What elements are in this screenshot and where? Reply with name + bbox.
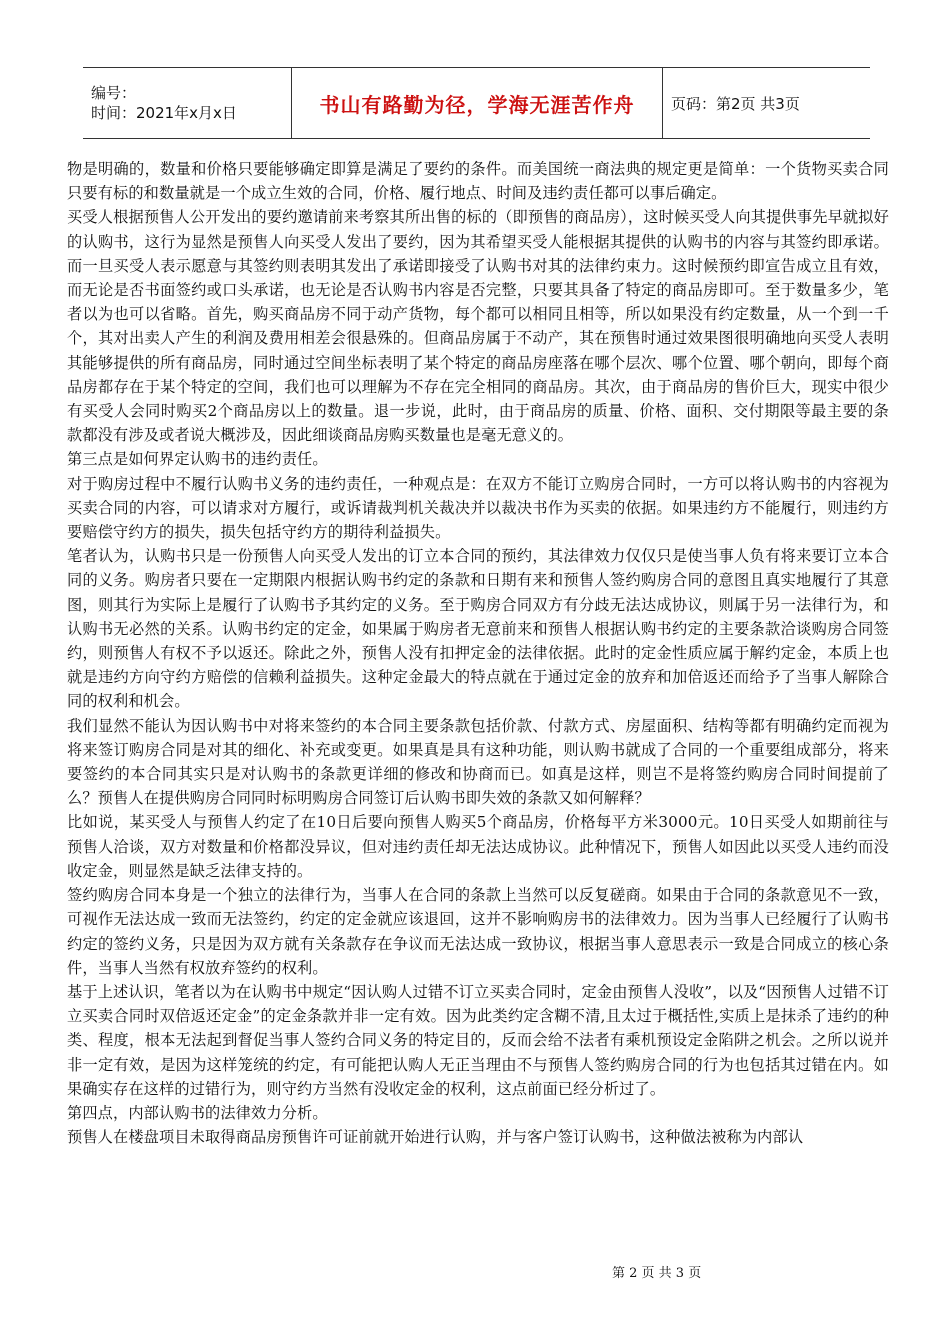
section-heading: 第三点是如何界定认购书的违约责任。 [67, 450, 328, 469]
document-number-label: 编号： [91, 84, 137, 102]
paragraph: 物是明确的，数量和价格只要能够确定即算是满足了要约的条件。而美国统一商法典的规定更是简单：一个货物买卖合同只要有标的和数量就是一个成立生效的合同，价格、履行地点、时间及违约责任都可以事后确定。 [67, 160, 889, 203]
header-motto-cell [292, 68, 663, 139]
document-header [83, 67, 870, 139]
page-footer: 第 2 页 共 3 页 [612, 1266, 702, 1281]
header-meta [83, 68, 292, 139]
paragraph: 签约购房合同本身是一个独立的法律行为，当事人在合同的条款上当然可以反复磋商。如果由于合同的条款意见不一致，可视作无法达成一致而无法签约，约定的定金就应该退回，这并不影响购房书的法律效力。因为当事人已经履行了认购书约定的签约义务，只是因为双方就有关条款存在争议而无法达成一致协议，根据当事人意思表示一致是合同成立的核心条件，当事人当然有权放弃签约的权利。 [67, 886, 889, 977]
paragraph: 笔者认为，认购书只是一份预售人向买受人发出的订立本合同的预约，其法律效力仅仅只是使当事人负有将来要订立本合同的义务。购房者只要在一定期限内根据认购书约定的条款和日期有来和预售人签约购房合同的意图且真实地履行了其意图，则其行为实际上是履行了认购书予其约定的义务。至于购房合同双方有分歧无法达成协议，则属于另一法律行为，和认购书无必然的关系。认购书约定的定金，如果属于购房者无意前来和预售人根据认购书约定的主要条款洽谈购房合同签约，则预售人有权不予以返还。除此之外，预售人没有扣押定金的法律依据。此时的定金性质应属于解约定金，本质上也就是违约方向守约方赔偿的信赖利益损失。这种定金最大的特点就在于通过定金的放弃和加倍返还而给予了当事人解除合同的权利和机会。 [67, 547, 889, 711]
paragraph: 我们显然不能认为因认购书中对将来签约的本合同主要条款包括价款、付款方式、房屋面积、结构等都有明确约定而视为将来签订购房合同是对其的细化、补充或变更。如果真是具有这种功能，则认购书就成了合同的一个重要组成部分，将来要签约的本合同其实只是对认购书的条款更详细的修改和协商而已。如真是这样，则岂不是将签约购房合同时间提前了么？预售人在提供购房合同同时标明购房合同签订后认购书即失效的条款又如何解释？ [67, 716, 889, 808]
header-motto: 书山有路勤为径，学海无涯苦作舟 [319, 92, 635, 117]
paragraph: 预售人在楼盘项目未取得商品房预售许可证前就开始进行认购，并与客户签订认购书，这种做法被称为内部认 [67, 1128, 804, 1147]
paragraph: 对于购房过程中不履行认购书义务的违约责任，一种观点是：在双方不能订立购房合同时，一方可以将认购书的内容视为买卖合同的内容，可以请求对方履行，或诉请裁判机关裁决并以裁决书作为买卖的依据。如果违约方不能履行，则违约方要赔偿守约方的损失，损失包括守约方的期待利益损失。 [67, 474, 889, 542]
paragraph: 基于上述认识，笔者以为在认购书中规定“因认购人过错不订立买卖合同时，定金由预售人没收”，以及“因预售人过错不订立买卖合同时双倍返还定金”的定金条款并非一定有效。因为此类约定含糊不清,且太过于概括性,实质上是抹杀了违约的种类、程度，根本无法起到督促当事人签约合同义务的特定目的，反而会给不法者有乘机预设定金陷阱之机会。之所以说并非一定有效，是因为这样笼统的约定，有可能把认购人无正当理由不与预售人签约购房合同的行为也包括其过错在内。如果确实存在这样的过错行为，则守约方当然有没收定金的权利，这点前面已经分析过了。 [67, 982, 889, 1098]
document-time-label: 时间：2021年x月x日 [91, 104, 237, 122]
section-heading: 第四点，内部认购书的法律效力分析。 [67, 1103, 328, 1122]
header-page-label: 页码：第2页 共3页 [663, 68, 871, 139]
paragraph: 买受人根据预售人公开发出的要约邀请前来考察其所出售的标的（即预售的商品房），这时候买受人向其提供事先早就拟好的认购书，这行为显然是预售人向买受人发出了要约，因为其希望买受人能根据其提供的认购书的内容与其签约即承诺。而一旦买受人表示愿意与其签约则表明其发出了承诺即接受了认购书对其的法律约束力。这时候预约即宣告成立且有效，而无论是否书面签约或口头承诺，也无论是否认购书内容是否完整，只要其具备了特定的商品房即可。至于数量多少，笔者以为也可以省略。首先，购买商品房不同于动产货物，每个都可以相同且相等，所以如果没有约定数量，从一个到一千个，其对出卖人产生的利润及费用相差会很悬殊的。但商品房属于不动产，其在预售时通过效果图很明确地向买受人表明其能够提供的所有商品房，同时通过空间坐标表明了某个特定的商品房座落在哪个层次、哪个位置、哪个朝向，即每个商品房都存在于某个特定的空间，我们也可以理解为不存在完全相同的商品房。其次，由于商品房的售价巨大，现实中很少有买受人会同时购买2个商品房以上的数量。退一步说，此时，由于商品房的质量、价格、面积、交付期限等最主要的条款都没有涉及或者说大概涉及，因此细谈商品房购买数量也是毫无意义的。 [67, 208, 889, 445]
document-body [67, 157, 889, 1149]
paragraph: 比如说，某买受人与预售人约定了在10日后要向预售人购买5个商品房，价格每平方米3000元。10日买受人如期前往与预售人洽谈，双方对数量和价格都没异议，但对违约责任却无法达成协议。此种情况下，预售人如因此以买受人违约而没收定金，则显然是缺乏法律支持的。 [67, 813, 889, 880]
